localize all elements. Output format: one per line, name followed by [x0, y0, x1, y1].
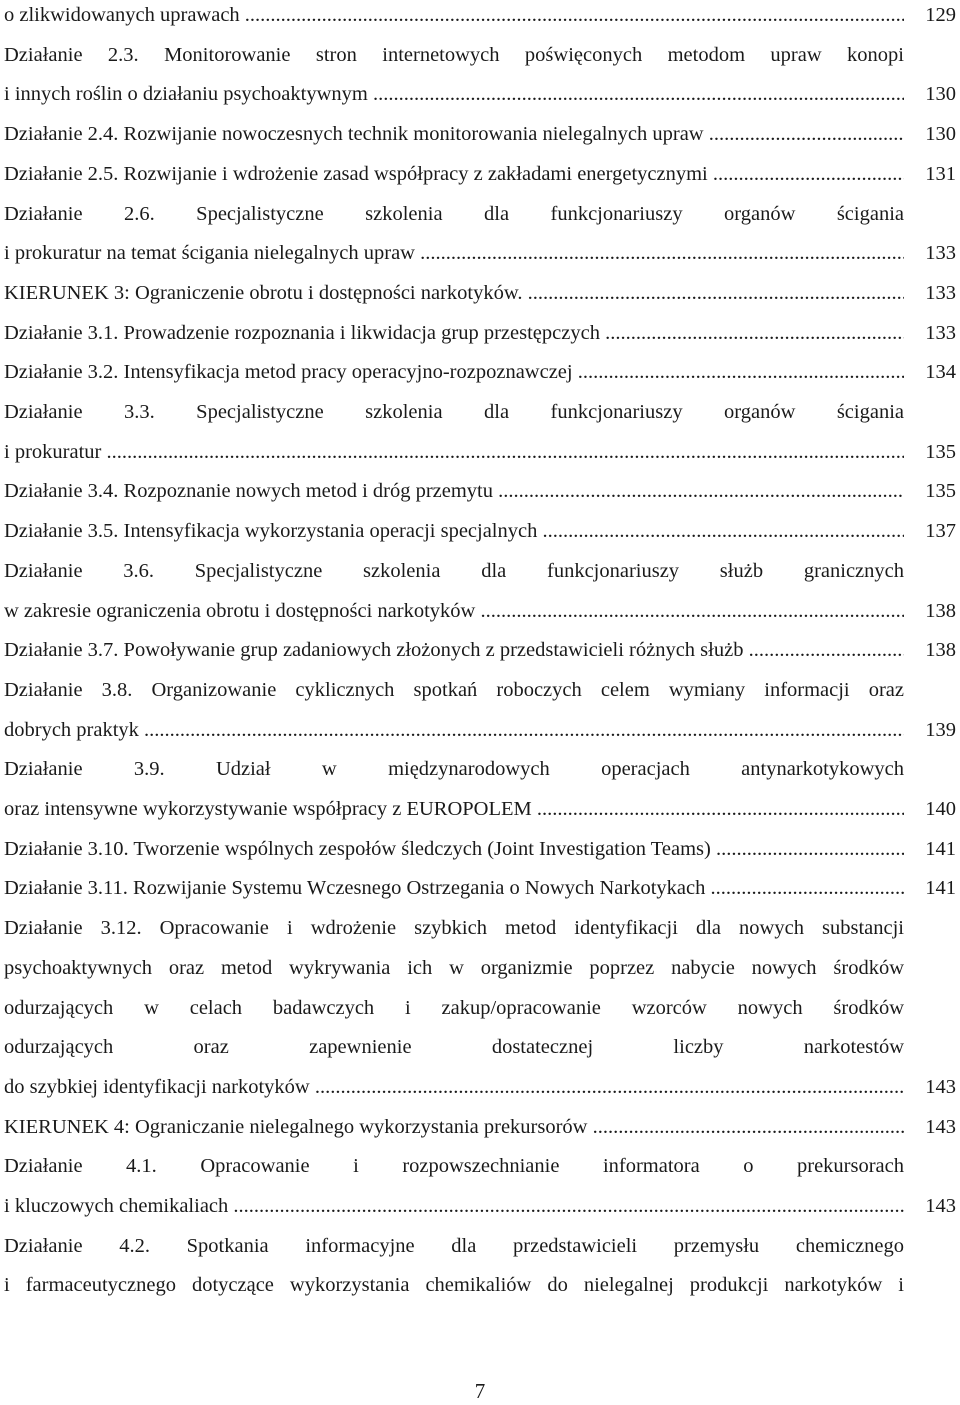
toc-entry-title: psychoaktywnych oraz metod wykrywania ich w organizmie poprzez nabycie nowych środków — [4, 956, 904, 979]
toc-entry-title: Działanie 3.1. Prowadzenie rozpoznania i likwidacja grup przestępczych ..... — [4, 318, 904, 348]
toc-entry-title: i prokuratur na temat ścigania nielegalnych upraw ..... — [4, 238, 904, 268]
toc-continuation-line[interactable] — [4, 993, 960, 1023]
toc-entry[interactable] — [4, 873, 960, 903]
toc-entry-title: Działanie 3.7. Powoływanie grup zadaniowych złożonych z przedstawicieli różnych służb ..... — [4, 635, 904, 665]
toc-entry[interactable] — [4, 1072, 960, 1102]
toc-continuation-line[interactable] — [4, 754, 960, 784]
toc-entry[interactable] — [4, 516, 960, 546]
toc-entry-title: odurzających oraz zapewnienie dostatecznej liczby narkotestów — [4, 1036, 904, 1059]
toc-entry-page: 135 — [925, 480, 956, 503]
toc-entry-title: i prokuratur ..... — [4, 437, 904, 467]
toc-continuation-line[interactable] — [4, 1151, 960, 1181]
toc-entry-title: Działanie 3.2. Intensyfikacja metod pracy operacyjno-rozpoznawczej ..... — [4, 357, 904, 387]
toc-entry-title: Działanie 3.8. Organizowanie cyklicznych spotkań roboczych celem wymiany informacji oraz — [4, 678, 904, 701]
toc-entry[interactable] — [4, 159, 960, 189]
toc-continuation-line[interactable] — [4, 953, 960, 983]
toc-entry-page: 141 — [925, 837, 956, 860]
toc-entry[interactable] — [4, 79, 960, 109]
toc-entry-title: dobrych praktyk ..... — [4, 715, 904, 745]
toc-entry-title: o zlikwidowanych uprawach ..... — [4, 0, 904, 30]
toc-entry-page: 130 — [925, 83, 956, 106]
toc-entry-page: 140 — [925, 798, 956, 820]
toc-continuation-line[interactable] — [4, 913, 960, 943]
toc-entry-page: 129 — [925, 4, 956, 26]
toc-entry-title: i kluczowych chemikaliach ..... — [4, 1191, 904, 1221]
toc-entry[interactable] — [4, 635, 960, 665]
toc-entry[interactable] — [4, 476, 960, 506]
toc-entry[interactable] — [4, 1112, 960, 1142]
toc-entry-title: Działanie 3.3. Specjalistyczne szkolenia dla funkcjonariuszy organów ścigania — [4, 401, 904, 423]
toc-entry[interactable] — [4, 238, 960, 268]
toc-entry-title: Działanie 3.6. Specjalistyczne szkolenia dla funkcjonariuszy służb granicznych — [4, 559, 904, 582]
toc-entry-page: 143 — [925, 1115, 956, 1138]
toc-continuation-line[interactable] — [4, 1032, 960, 1062]
toc-entry[interactable] — [4, 834, 960, 864]
toc-continuation-line[interactable] — [4, 199, 960, 229]
toc-entry-title: Działanie 4.2. Spotkania informacyjne dla przedstawicieli przemysłu chemicznego — [4, 1234, 904, 1257]
toc-continuation-line[interactable] — [4, 397, 960, 427]
page-number: 7 — [474, 1379, 486, 1403]
toc-entry[interactable] — [4, 715, 960, 745]
toc-entry-title: oraz intensywne wykorzystywanie współpracy z EUROPOLEM ..... — [4, 794, 904, 824]
toc-entry-title: do szybkiej identyfikacji narkotyków ..... — [4, 1072, 904, 1102]
toc-entry-page: 133 — [925, 321, 956, 344]
toc-entry-title: odurzających w celach badawczych i zakup/opracowanie wzorców nowych środków — [4, 996, 904, 1019]
toc-continuation-line[interactable] — [4, 675, 960, 705]
toc-entry-page: 138 — [925, 639, 956, 662]
toc-entry[interactable] — [4, 357, 960, 387]
toc-entry-page: 139 — [925, 718, 956, 741]
toc-entry[interactable] — [4, 0, 960, 30]
toc-entry-title: Działanie 2.3. Monitorowanie stron internetowych poświęconych metodom upraw konopi — [4, 43, 904, 66]
toc-entry[interactable] — [4, 1191, 960, 1221]
toc-entry-title: Działanie 3.9. Udział w międzynarodowych operacjach antynarkotykowych — [4, 758, 904, 781]
toc-entry-title: KIERUNEK 3: Ograniczenie obrotu i dostępności narkotyków. ..... — [4, 278, 904, 308]
toc-entry[interactable] — [4, 278, 960, 308]
toc-entry-title: Działanie 3.5. Intensyfikacja wykorzystania operacji specjalnych ..... — [4, 516, 904, 546]
toc-entry-title: KIERUNEK 4: Ograniczanie nielegalnego wykorzystania prekursorów ..... — [4, 1112, 904, 1142]
toc-entry-title: Działanie 3.10. Tworzenie wspólnych zespołów śledczych (Joint Investigation Teams) ..... — [4, 834, 904, 864]
toc-entry-page: 135 — [925, 440, 956, 463]
toc-entry-page: 143 — [925, 1075, 956, 1098]
toc-entry[interactable] — [4, 596, 960, 626]
toc-entry-title: w zakresie ograniczenia obrotu i dostępności narkotyków ..... — [4, 596, 904, 626]
toc-entry-page: 141 — [925, 877, 956, 900]
toc-entry[interactable] — [4, 119, 960, 149]
toc-entry-page: 137 — [925, 520, 956, 543]
toc-entry-title: Działanie 2.5. Rozwijanie i wdrożenie zasad współpracy z zakładami energetycznymi ..... — [4, 159, 904, 189]
toc-entry-title: Działanie 4.1. Opracowanie i rozpowszechnianie informatora o prekursorach — [4, 1155, 904, 1178]
toc-entry-title: Działanie 3.11. Rozwijanie Systemu Wczesnego Ostrzegania o Nowych Narkotykach ..... — [4, 873, 904, 903]
toc-entry-page: 133 — [925, 242, 956, 265]
toc-entry-page: 134 — [925, 361, 956, 384]
toc-continuation-line[interactable] — [4, 1270, 960, 1300]
toc-entry-title: i farmaceutycznego dotyczące wykorzystania chemikaliów do nielegalnej produkcji narkotyków i — [4, 1274, 904, 1297]
toc-entry[interactable] — [4, 437, 960, 467]
toc-entry-title: Działanie 3.12. Opracowanie i wdrożenie szybkich metod identyfikacji dla nowych substancji — [4, 917, 904, 940]
toc-entry-title: Działanie 2.6. Specjalistyczne szkolenia dla funkcjonariuszy organów ścigania — [4, 202, 904, 225]
toc-entry-page: 138 — [925, 599, 956, 622]
toc-entry-page: 131 — [925, 162, 956, 185]
toc-continuation-line[interactable] — [4, 1231, 960, 1261]
toc-entry-title: i innych roślin o działaniu psychoaktywnym ..... — [4, 79, 904, 109]
toc-entry[interactable] — [4, 318, 960, 348]
toc-entry-title: Działanie 2.4. Rozwijanie nowoczesnych technik monitorowania nielegalnych upraw ..... — [4, 119, 904, 149]
toc-entry[interactable] — [4, 794, 960, 824]
toc-entry-page: 130 — [925, 123, 956, 146]
toc-continuation-line[interactable] — [4, 40, 960, 70]
toc-continuation-line[interactable] — [4, 556, 960, 586]
toc-entry-page: 143 — [925, 1195, 956, 1217]
toc-entry-title: Działanie 3.4. Rozpoznanie nowych metod i dróg przemytu ..... — [4, 476, 904, 506]
toc-entry-page: 133 — [925, 281, 956, 304]
